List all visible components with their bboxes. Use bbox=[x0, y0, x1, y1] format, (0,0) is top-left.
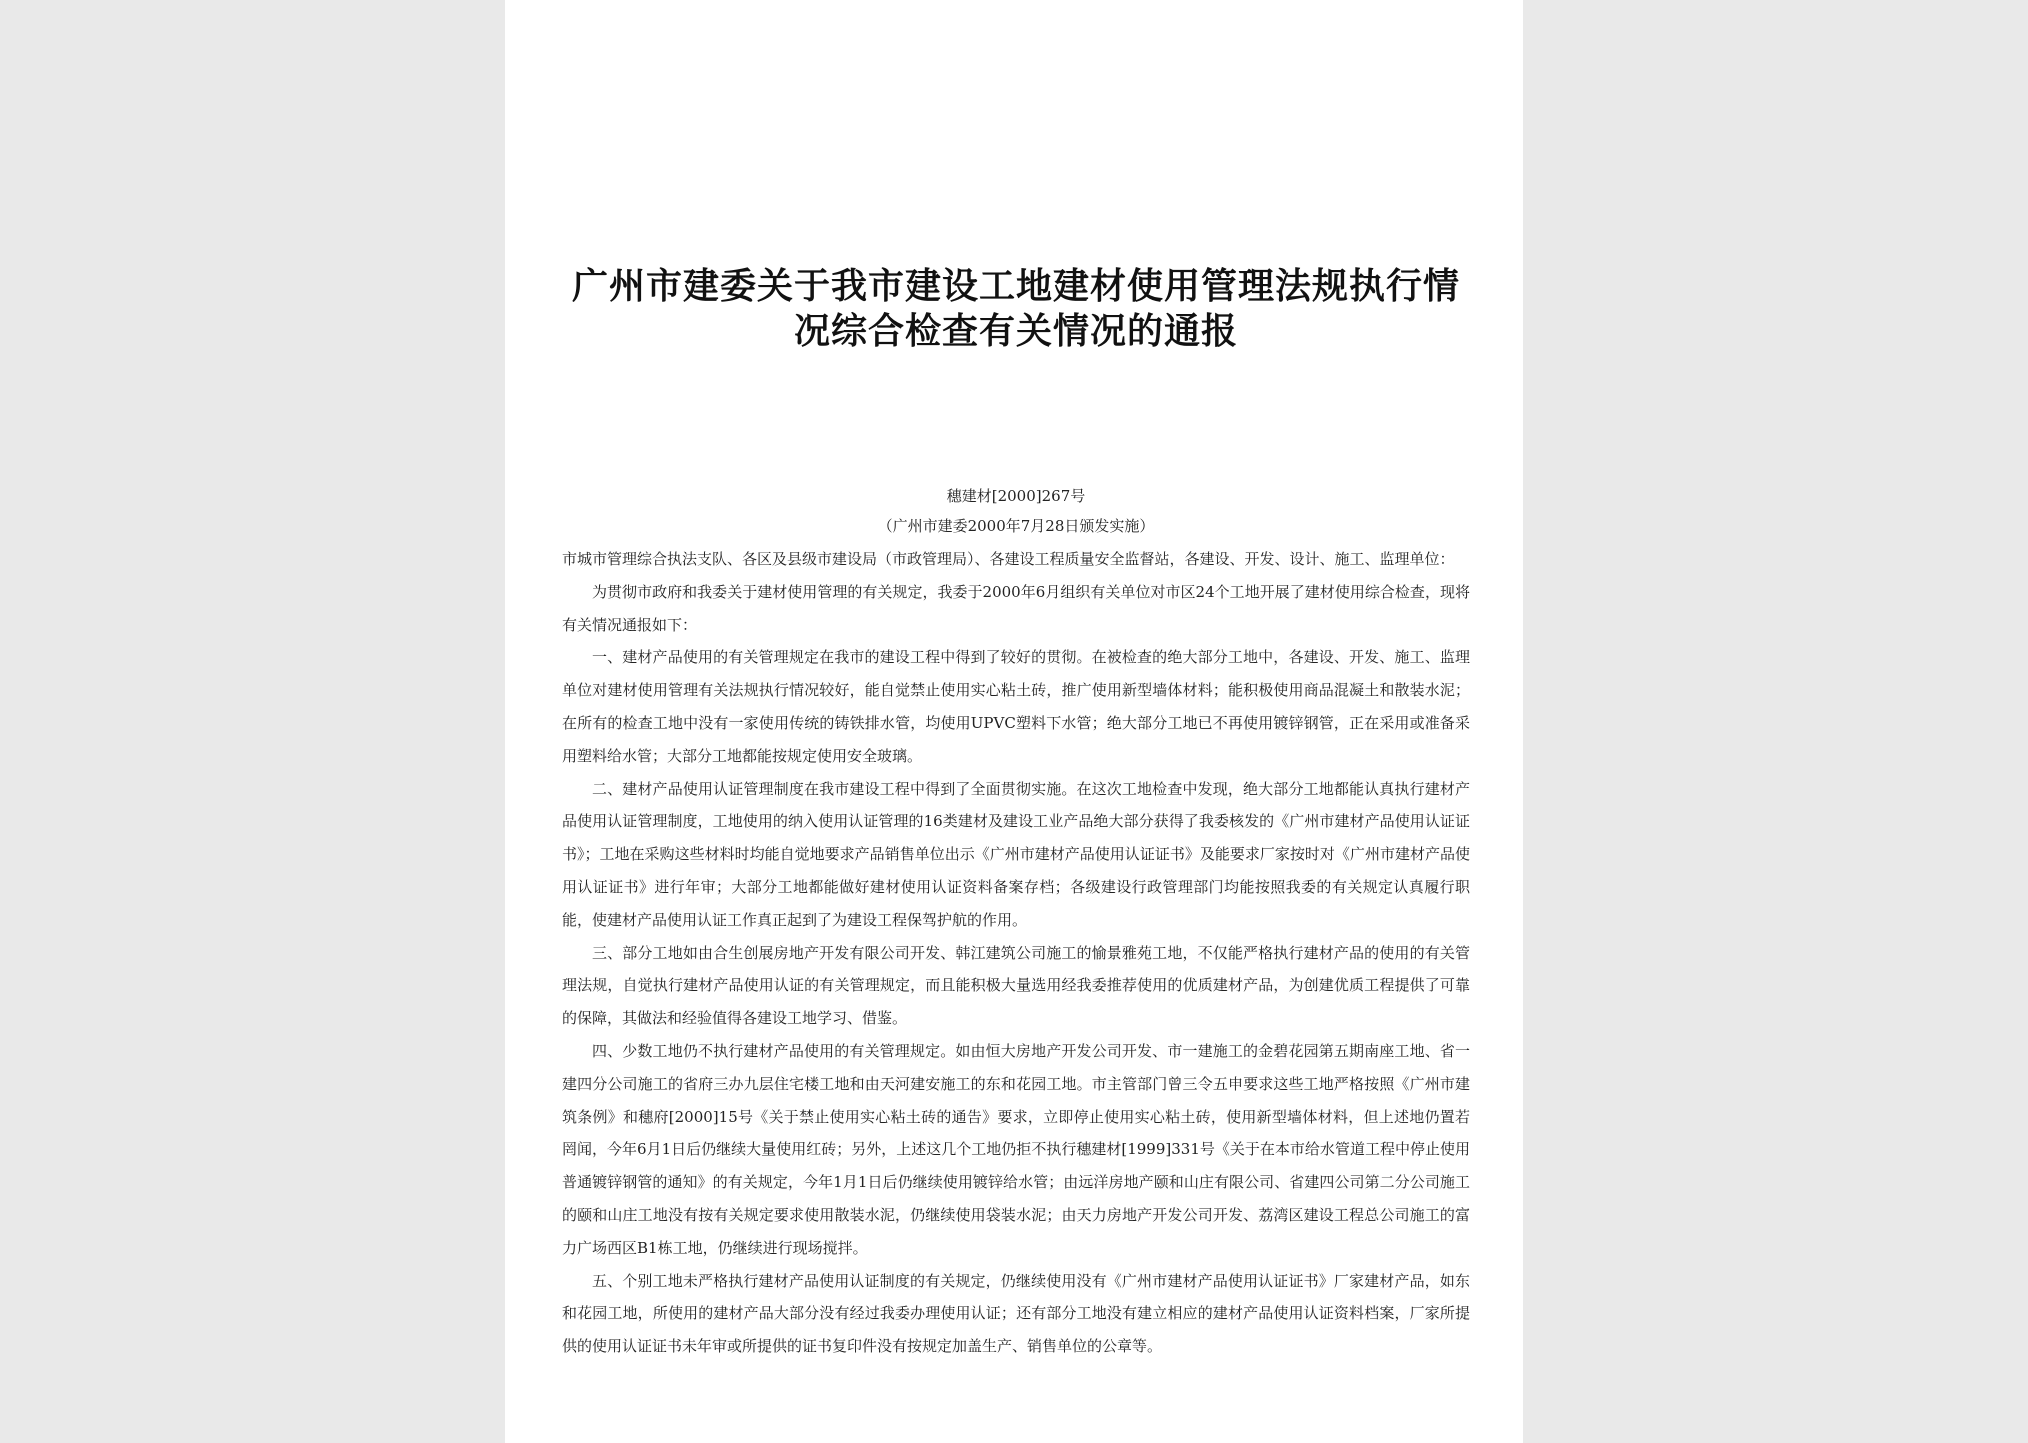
section-four-paragraph: 四、少数工地仍不执行建材产品使用的有关管理规定。如由恒大房地产开发公司开发、市一建施工的金碧花园第五期南座工地、省一建四分公司施工的省府三办九层住宅楼工地和由天河建安施工的东和花园工地。市主管部门曾三令五申要求这些工地严格按照《广州市建筑条例》和穗府[2000]15号《关于禁止使用实心粘土砖的通告》要求，立即停止使用实心粘土砖，使用新型墙体材料，但上述地仍置若罔闻，今年6月1日后仍继续大量使用红砖；另外，上述这几个工地仍拒不执行穗建材[1999]331号《关于在本市给水管道工程中停止使用普通镀锌钢管的通知》的有关规定，今年1月1日后仍继续使用镀锌给水管；由远洋房地产颐和山庄有限公司、省建四公司第二分公司施工的颐和山庄工地没有按有关规定要求使用散装水泥，仍继续使用袋装水泥；由天力房地产开发公司开发、荔湾区建设工程总公司施工的富力广场西区B1栋工地，仍继续进行现场搅拌。 bbox=[562, 1041, 1470, 1257]
document-title bbox=[562, 264, 1470, 354]
section-five-paragraph: 五、个别工地未严格执行建材产品使用认证制度的有关规定，仍继续使用没有《广州市建材产品使用认证证书》厂家建材产品，如东和花园工地，所使用的建材产品大部分没有经过我委办理使用认证；还有部分工地没有建立相应的建材产品使用认证资料档案，厂家所提供的使用认证证书未年审或所提供的证书复印件没有按规定加盖生产、销售单位的公章等。 bbox=[562, 1271, 1470, 1356]
title-line-2: 况综合检查有关情况的通报 bbox=[793, 310, 1238, 352]
section-three-paragraph: 三、部分工地如由合生创展房地产开发有限公司开发、韩江建筑公司施工的愉景雅苑工地，不仅能严格执行建材产品的使用的有关管理法规，自觉执行建材产品使用认证的有关管理规定，而且能积极大量选用经我委推荐使用的优质建材产品，为创建优质工程提供了可靠的保障，其做法和经验值得各建设工地学习、借鉴。 bbox=[562, 943, 1470, 1028]
section-two-paragraph: 二、建材产品使用认证管理制度在我市建设工程中得到了全面贯彻实施。在这次工地检查中发现，绝大部分工地都能认真执行建材产品使用认证管理制度，工地使用的纳入使用认证管理的16类建材及建设工业产品绝大部分获得了我委核发的《广州市建材产品使用认证证书》；工地在采购这些材料时均能自觉地要求产品销售单位出示《广州市建材产品使用认证证书》及能要求厂家按时对《广州市建材产品使用认证证书》进行年审；大部分工地都能做好建材使用认证资料备案存档；各级建设行政管理部门均能按照我委的有关规定认真履行职能，使建材产品使用认证工作真正起到了为建设工程保驾护航的作用。 bbox=[562, 779, 1470, 929]
document-page bbox=[505, 0, 1523, 1443]
section-one-paragraph: 一、建材产品使用的有关管理规定在我市的建设工程中得到了较好的贯彻。在被检查的绝大部分工地中，各建设、开发、施工、监理单位对建材使用管理有关法规执行情况较好，能自觉禁止使用实心粘土砖，推广使用新型墙体材料；能积极使用商品混凝土和散装水泥；在所有的检查工地中没有一家使用传统的铸铁排水管，均使用UPVC塑料下水管；绝大部分工地已不再使用镀锌钢管，正在采用或准备采用塑料给水管；大部分工地都能按规定使用安全玻璃。 bbox=[562, 648, 1470, 765]
salutation: 市城市管理综合执法支队、各区及县级市建设局（市政管理局）、各建设工程质量安全监督站，各建设、开发、设计、施工、监理单位： bbox=[562, 550, 1455, 568]
issue-note: （广州市建委2000年7月28日颁发实施） bbox=[877, 517, 1155, 535]
document-number: 穗建材[2000]267号 bbox=[946, 487, 1086, 505]
title-line-1: 广州市建委关于我市建设工地建材使用管理法规执行情 bbox=[571, 265, 1460, 307]
intro-paragraph: 为贯彻市政府和我委关于建材使用管理的有关规定，我委于2000年6月组织有关单位对市区24个工地开展了建材使用综合检查，现将有关情况通报如下： bbox=[562, 582, 1470, 634]
page-content bbox=[562, 0, 1470, 1363]
